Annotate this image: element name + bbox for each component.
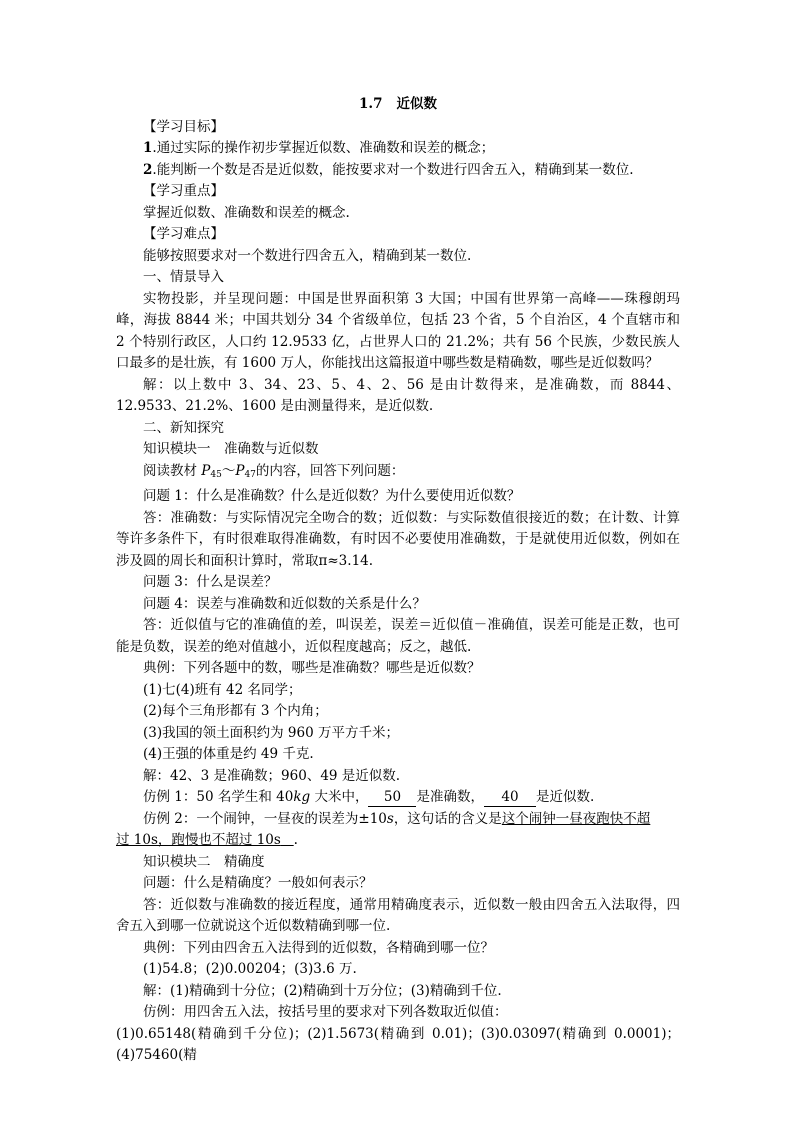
reading-suffix: 的内容，回答下列问题： [255,462,405,479]
practice-1-text-d: 是近似数. [535,789,595,805]
goal-1-text: .通过实际的操作初步掌握近似数、准确数和误差的概念； [152,140,495,156]
page-p-2: P [235,462,245,479]
question-3: 问题 3：什么是误差？ [143,574,278,590]
example-1-item-4: (4)王强的体重是约 49 千克. [143,746,314,762]
goal-2-number: 2 [143,161,153,178]
answer-precision: 答：近似数与准确数的接近程度，通常用精确度表示，近似数一般由四舍五入法取得，四舍五入到哪一位就说这个近似数精确到哪一位. [116,896,680,934]
practice-2-text-a: 仿例 2：一个闹钟，一昼夜的误差为±10 [143,810,387,827]
answer-underline-2: 过 10s，跑慢也不超过 10s [116,832,281,848]
practice-1 [116,787,680,809]
key-text: 掌握近似数、准确数和误差的概念. [143,204,350,221]
example-1-item-2: (2)每个三角形都有 3 个内角； [143,703,328,719]
unit-s: s [386,810,394,827]
key-heading: 【学习重点】 [143,183,224,199]
practice-3: 仿例：用四舍五入法，按括号里的要求对下列各数取近似值： [143,1004,508,1020]
practice-1-text-c: 是准确数， [416,789,484,805]
example-2-answer: 解：(1)精确到十分位；(2)精确到十万分位；(3)精确到千位. [143,982,502,999]
practice-3-items: (1)0.65148(精确到千分位)；(2)1.5673(精确到 0.01)；(3)0.03097(精确到 0.0001)；(4)75460(精 [116,1025,680,1063]
section-number: 1.7 [359,96,383,112]
reading-prefix: 阅读教材 [143,462,202,479]
part-2-heading: 二、新知探究 [143,419,224,436]
answer-1: 答：准确数：与实际情况完全吻合的数；近似数：与实际数值很接近的数；在计数、计算等许多条件下，有时很难取得准确数，有时因不必要使用准确数，于是就使用近似数，例如在涉及圆的周长和面积计算时，常取π≈3.14. [116,509,680,569]
module-1-heading: 知识模块一 准确数与近似数 [143,441,319,457]
module-2-heading: 知识模块二 精确度 [143,853,265,870]
intro-answer: 解：以上数中 3、34、23、5、4、2、56 是由计数得来，是准确数，而 8844、12.9533、21.2%、1600 是由测量得来，是近似数. [116,376,680,414]
practice-1-text-a: 仿例 1：50 名学生和 40 [143,789,294,805]
example-2-items: (1)54.8；(2)0.00204；(3)3.6 万. [143,961,357,977]
example-1-item-1: (1)七(4)班有 42 名同学； [143,681,302,698]
goal-2-text: .能判断一个数是否是近似数，能按要求对一个数进行四舍五入，精确到某一数位. [152,161,634,178]
practice-2 [116,809,680,831]
answer-underline-1: 这个闹钟一昼夜跑快不超 [501,810,651,827]
practice-2-end: . [293,832,298,848]
question-precision: 问题：什么是精确度？一般如何表示？ [143,875,373,891]
page-end: 47 [244,469,256,480]
difficulty-text: 能够按照要求对一个数进行四舍五入，精确到某一数位. [143,247,472,264]
goal-1-number: 1 [143,140,153,156]
goal-2 [116,160,680,182]
example-2: 典例：下列由四舍五入法得到的近似数，各精确到哪一位？ [143,939,494,956]
example-1-answer: 解：42、3 是准确数；960、49 是近似数. [143,767,401,784]
example-1-item-3: (3)我国的领土面积约为 960 万平方千米； [143,724,399,741]
example-1: 典例：下列各题中的数，哪些是准确数？哪些是近似数？ [143,660,481,676]
part-1-heading: 一、情景导入 [143,269,224,285]
goal-1 [116,138,680,160]
intro-paragraph: 实物投影，并呈现问题：中国是世界面积第 3 大国；中国有世界第一高峰——珠穆朗玛峰，海拔 8844 米；中国共划分 34 个省级单位，包括 23 个省，5 个自治区，4 个直辖市和 2 个特别行政区，人口约 12.9533 亿，占世界人口的 21.2%；共有 56 个民族，少数民族人口最多的是壮族，有 1600 万人，你能找出这篇报道中哪些数是精确数，哪些是近似数吗？ [116,290,680,371]
page-p-1: P [201,462,211,479]
answer-4: 答：近似值与它的准确值的差，叫误差，误差＝近似值－准确值，误差可能是正数，也可能是负数，误差的绝对值越小，近似程度越高；反之，越低. [116,617,680,655]
answer-blank-2: 40 [484,789,536,807]
section-title: 近似数 [396,96,437,112]
document-page [116,94,680,1067]
page-range-tilde: ～ [221,462,236,479]
unit-kg: kg [293,789,311,805]
difficulty-heading: 【学习难点】 [143,226,224,242]
question-1: 问题 1：什么是准确数？什么是近似数？为什么要使用近似数？ [143,488,521,504]
answer-blank-1: 50 [368,789,416,807]
reading-instruction [116,461,680,487]
goal-heading: 【学习目标】 [143,118,224,135]
page-title [116,94,680,116]
question-4: 问题 4：误差与准确数和近似数的关系是什么？ [143,595,426,612]
practice-1-text-b: 大米中， [310,789,369,805]
page-start: 45 [210,469,222,480]
practice-2-text-b: ，这句话的含义是 [393,810,502,827]
practice-2-continued [116,830,680,852]
